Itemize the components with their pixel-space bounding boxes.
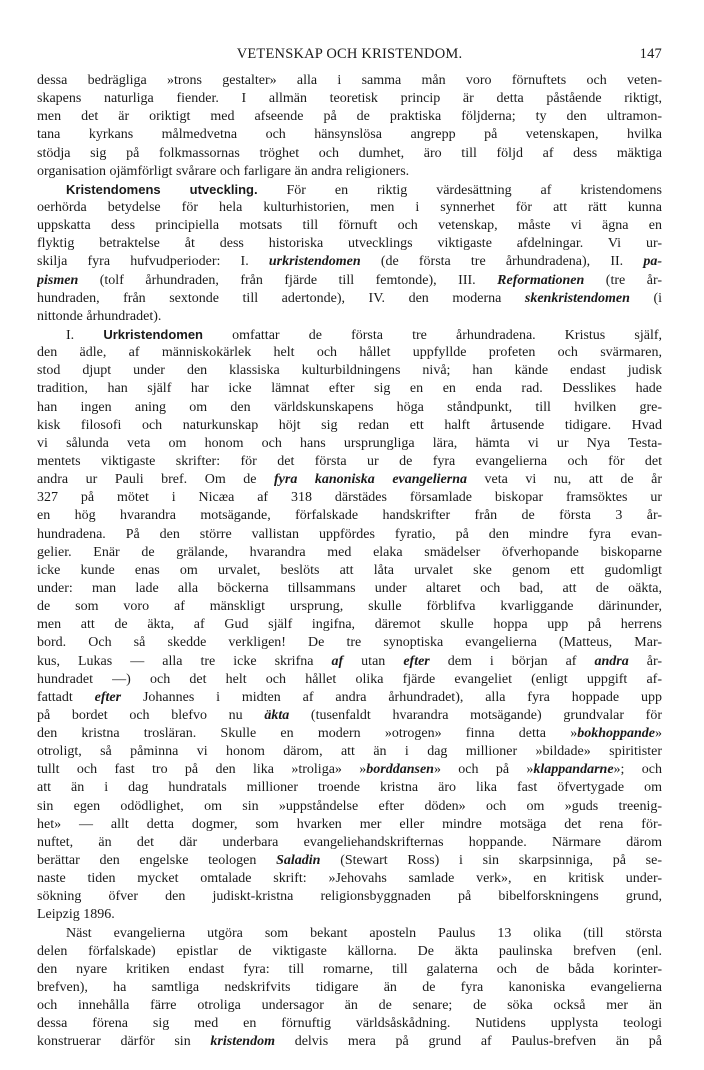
text-line: stod djupt under den klassiska kulturbildningens nivå; han kände endast judisk bbox=[37, 363, 662, 379]
text-line: delen förfalskade) epistlar de viktigaste källorna. De äkta paulinska brefven (enl. bbox=[37, 943, 662, 959]
running-title: VETENSKAP OCH KRISTENDOM. bbox=[236, 46, 463, 62]
text-line: den nyare kritiken endast fyra: till romarne, till galaterna och de båda korinter- bbox=[37, 961, 662, 977]
running-header bbox=[37, 46, 662, 66]
text-segment: andra ur Pauli bref. Om de bbox=[37, 472, 275, 488]
section-heading: Kristendomens utveckling. bbox=[66, 181, 258, 197]
emphasis-text: andra bbox=[594, 653, 629, 669]
emphasis-text: bokhoppande bbox=[577, 726, 655, 742]
emphasis-text: fyra kanoniska evangelierna bbox=[274, 472, 467, 488]
text-segment: år- bbox=[628, 653, 662, 669]
text-line: hundradet —) och det helt och hållet olika fjärde evangeliet (enligt uppgift af- bbox=[37, 671, 662, 687]
text-line: icke kunde enas om urvalet, beslöts att låta urvalet ske genom ett gudomligt bbox=[37, 562, 662, 578]
text-line: dessa bedrägliga »trons gestalter» alla i samma mån voro förnuftets och veten- bbox=[37, 73, 662, 88]
text-line: uppskatta dess principiella motsats till förnuft och vetenskap, måste vi ägna en bbox=[37, 218, 662, 234]
body-text bbox=[37, 72, 662, 1052]
text-line: men att de äkta, af Gud själf ingifna, däremot skulle hoppa upp på herrens bbox=[37, 617, 662, 633]
emphasis-text: pa- bbox=[643, 254, 662, 270]
emphasis-text: pismen bbox=[37, 272, 79, 288]
text-segment: (de första tre århundradena), II. bbox=[360, 254, 644, 270]
text-line: bord. Och så skedde verkligen! De tre synoptiska evangelierna (Matteus, Mar- bbox=[37, 635, 662, 651]
text-line bbox=[37, 1033, 662, 1051]
text-line: Näst evangelierna utgöra som bekant aposteln Paulus 13 olika (till största bbox=[66, 925, 662, 941]
text-segment: (i bbox=[629, 290, 662, 306]
emphasis-text: urkristendomen bbox=[268, 254, 361, 270]
text-line: gelier. Enär de grälande, hvarandra med elaka smädelser öfverhopande biskoparne bbox=[37, 544, 662, 560]
text-line bbox=[37, 326, 662, 344]
text-line bbox=[37, 852, 662, 870]
emphasis-text: äkta bbox=[264, 707, 290, 723]
text-line: sökning öfver den judiskt-kristna religionsbyggnaden på bibelforskningens grund, bbox=[37, 889, 662, 905]
emphasis-text: borddansen bbox=[366, 762, 434, 778]
text-line: den ädle, af människokärlek helt och hållet uppfyllde profeten och svärmaren, bbox=[37, 345, 662, 361]
text-line: sin egen odödlighet, om sin »uppståndelse efter döden» och om »guds treenig- bbox=[37, 798, 662, 814]
text-line: tradition, han själf har icke lämnat efter sig en en enda rad. Desslikes hade bbox=[37, 381, 662, 397]
text-line: oerhörda betydelse för hela kulturhistorien, men i synnerhet för att rätt kunna bbox=[37, 199, 662, 215]
text-line: och innehålla färre otroliga undersagor än de senare; de söka också mer än bbox=[37, 998, 662, 1014]
text-segment: (tre år- bbox=[584, 272, 662, 288]
text-line: under: man lade alla böckerna tillsammans under altaret och bad, att de oäkta, bbox=[37, 580, 662, 596]
text-segment: fattadt bbox=[37, 689, 95, 705]
emphasis-text: kristendom bbox=[210, 1034, 275, 1050]
text-segment: delvis mera på grund af Paulus-brefven än på bbox=[275, 1034, 662, 1050]
emphasis-text: klappandarne bbox=[533, 762, 614, 778]
text-segment: hundraden, från sextonde till adertonde), IV. den moderna bbox=[37, 290, 525, 306]
text-line: kisk filosofi och naturkunskap höjt sig redan ett halft årtusende tidigare. Hvad bbox=[37, 417, 662, 433]
text-segment: För en riktig värdesättning af kristendomens bbox=[257, 182, 662, 198]
text-line: Leipzig 1896. bbox=[37, 907, 115, 923]
emphasis-text: skenkristendomen bbox=[524, 290, 630, 306]
text-line bbox=[37, 761, 662, 779]
text-segment: den kristna trosläran. Skulle en modern »otrogen» finna detta » bbox=[37, 726, 578, 742]
text-line: skapens naturliga fiender. I allmän teoretisk princip är detta påstående riktigt, bbox=[37, 91, 662, 107]
text-line: tana kyrkans målmedvetna och hänsynslösa angrepp på vetenskapen, hvilka bbox=[37, 127, 662, 143]
text-line: nuftet, än det där underbara evangeliehandskrifternas hoppande. Närmare därom bbox=[37, 834, 662, 850]
text-line: organisation ojämförligt svårare och farligare än andra religioners. bbox=[37, 163, 410, 179]
text-line: hundradena. På den större vallistan uppfördes fyratio, på den mindre fyra evan- bbox=[37, 526, 662, 542]
text-line bbox=[37, 653, 662, 671]
text-line: flyktig betraktelse åt dess historiska utvecklings viktigaste afdelningar. Vi ur- bbox=[37, 236, 662, 252]
emphasis-text: af bbox=[331, 653, 344, 669]
text-line: att än i dag hundratals millioner troende kristna äro lika fast öfvertygade om bbox=[37, 780, 662, 796]
text-segment: (tusenfaldt hvarandra motsägande) grundvalar för bbox=[289, 707, 662, 723]
text-segment: dem i början af bbox=[429, 653, 595, 669]
text-line bbox=[37, 725, 662, 743]
text-segment: tullt och fast tro på den lika »troliga» » bbox=[37, 762, 367, 778]
text-line: nittonde århundradet). bbox=[37, 308, 162, 324]
text-segment: » och på » bbox=[433, 762, 534, 778]
emphasis-text: Reformationen bbox=[497, 272, 585, 288]
text-segment: Johannes i midten af andra århundradet), alla fyra hoppade upp bbox=[121, 689, 662, 705]
text-line: vi sålunda veta om honom och hans ursprungliga lära, hämta vi ur Nya Testa- bbox=[37, 435, 662, 451]
text-segment: kus, Lukas — alla tre icke skrifna bbox=[37, 653, 332, 669]
emphasis-text: efter bbox=[403, 653, 430, 669]
page-number: 147 bbox=[639, 46, 662, 62]
text-line bbox=[37, 689, 662, 707]
text-segment: utan bbox=[343, 653, 404, 669]
text-segment: (tolf århundraden, från fjärde till femtonde), III. bbox=[78, 272, 498, 288]
text-line: brefven), ha samtliga nedskrifvits tidigare än de fyra kanoniska evangelierna bbox=[37, 980, 662, 996]
text-segment: » bbox=[655, 726, 662, 742]
text-line bbox=[37, 707, 662, 725]
text-line: het» — allt detta dogmer, som hvarken mer eller mindre motsäga det rena för- bbox=[37, 816, 662, 832]
text-line: de som voro af mänskligt ursprung, skulle förblifva kvarliggande därinunder, bbox=[37, 599, 662, 615]
text-segment: på bordet och blefvo nu bbox=[37, 707, 265, 723]
text-segment: I. bbox=[66, 327, 104, 343]
text-segment: (Stewart Ross) i sin skarpsinniga, på se- bbox=[320, 853, 662, 869]
text-line: otroligt, så påminna vi honom därom, att än i dag millioner »bildade» spiritister bbox=[37, 744, 662, 760]
text-line bbox=[37, 272, 662, 290]
text-line bbox=[37, 181, 662, 199]
text-segment: »; och bbox=[613, 762, 662, 778]
text-segment: skilja fyra hufvudperioder: I. bbox=[37, 254, 269, 270]
text-line: 327 på mötet i Nicæa af 318 därstädes församlade biskopar framsöktes ur bbox=[37, 490, 662, 506]
text-line: dessa förena sig med en förnuftig världsåskådning. Nutidens upplysta teologi bbox=[37, 1016, 662, 1032]
text-line bbox=[37, 290, 662, 308]
text-segment: berättar den engelske teologen bbox=[37, 853, 277, 869]
text-segment: konstruerar därför sin bbox=[37, 1034, 211, 1050]
text-segment: veta vi nu, att de år bbox=[466, 472, 662, 488]
text-line bbox=[37, 253, 662, 271]
text-line: en hög hvarandra motsägande, förfalskade handskrifter från de första 3 år- bbox=[37, 508, 662, 524]
text-line: han ingen aning om den världskunskapens höga ståndpunkt, till hvilken gre- bbox=[37, 399, 662, 415]
text-line: men det är oriktigt med afseende på de praktiska följderna; ty den ultramon- bbox=[37, 109, 662, 125]
text-line: stödja sig på folkmassornas tröghet och dumhet, äro till följd af dess mäktiga bbox=[37, 145, 662, 161]
text-line bbox=[37, 471, 662, 489]
book-page bbox=[37, 46, 662, 1052]
emphasis-text: Saladin bbox=[276, 853, 321, 869]
text-line: mentets viktigaste skrifter: för det första ur de fyra evangelierna och för det bbox=[37, 453, 662, 469]
section-heading: Urkristendomen bbox=[103, 326, 204, 342]
text-segment: omfattar de första tre århundradena. Kristus själf, bbox=[203, 327, 662, 343]
text-line: naste tiden mycket omtalade skrift: »Jehovahs samlade verk», en kritisk under- bbox=[37, 871, 662, 887]
emphasis-text: efter bbox=[94, 689, 122, 705]
